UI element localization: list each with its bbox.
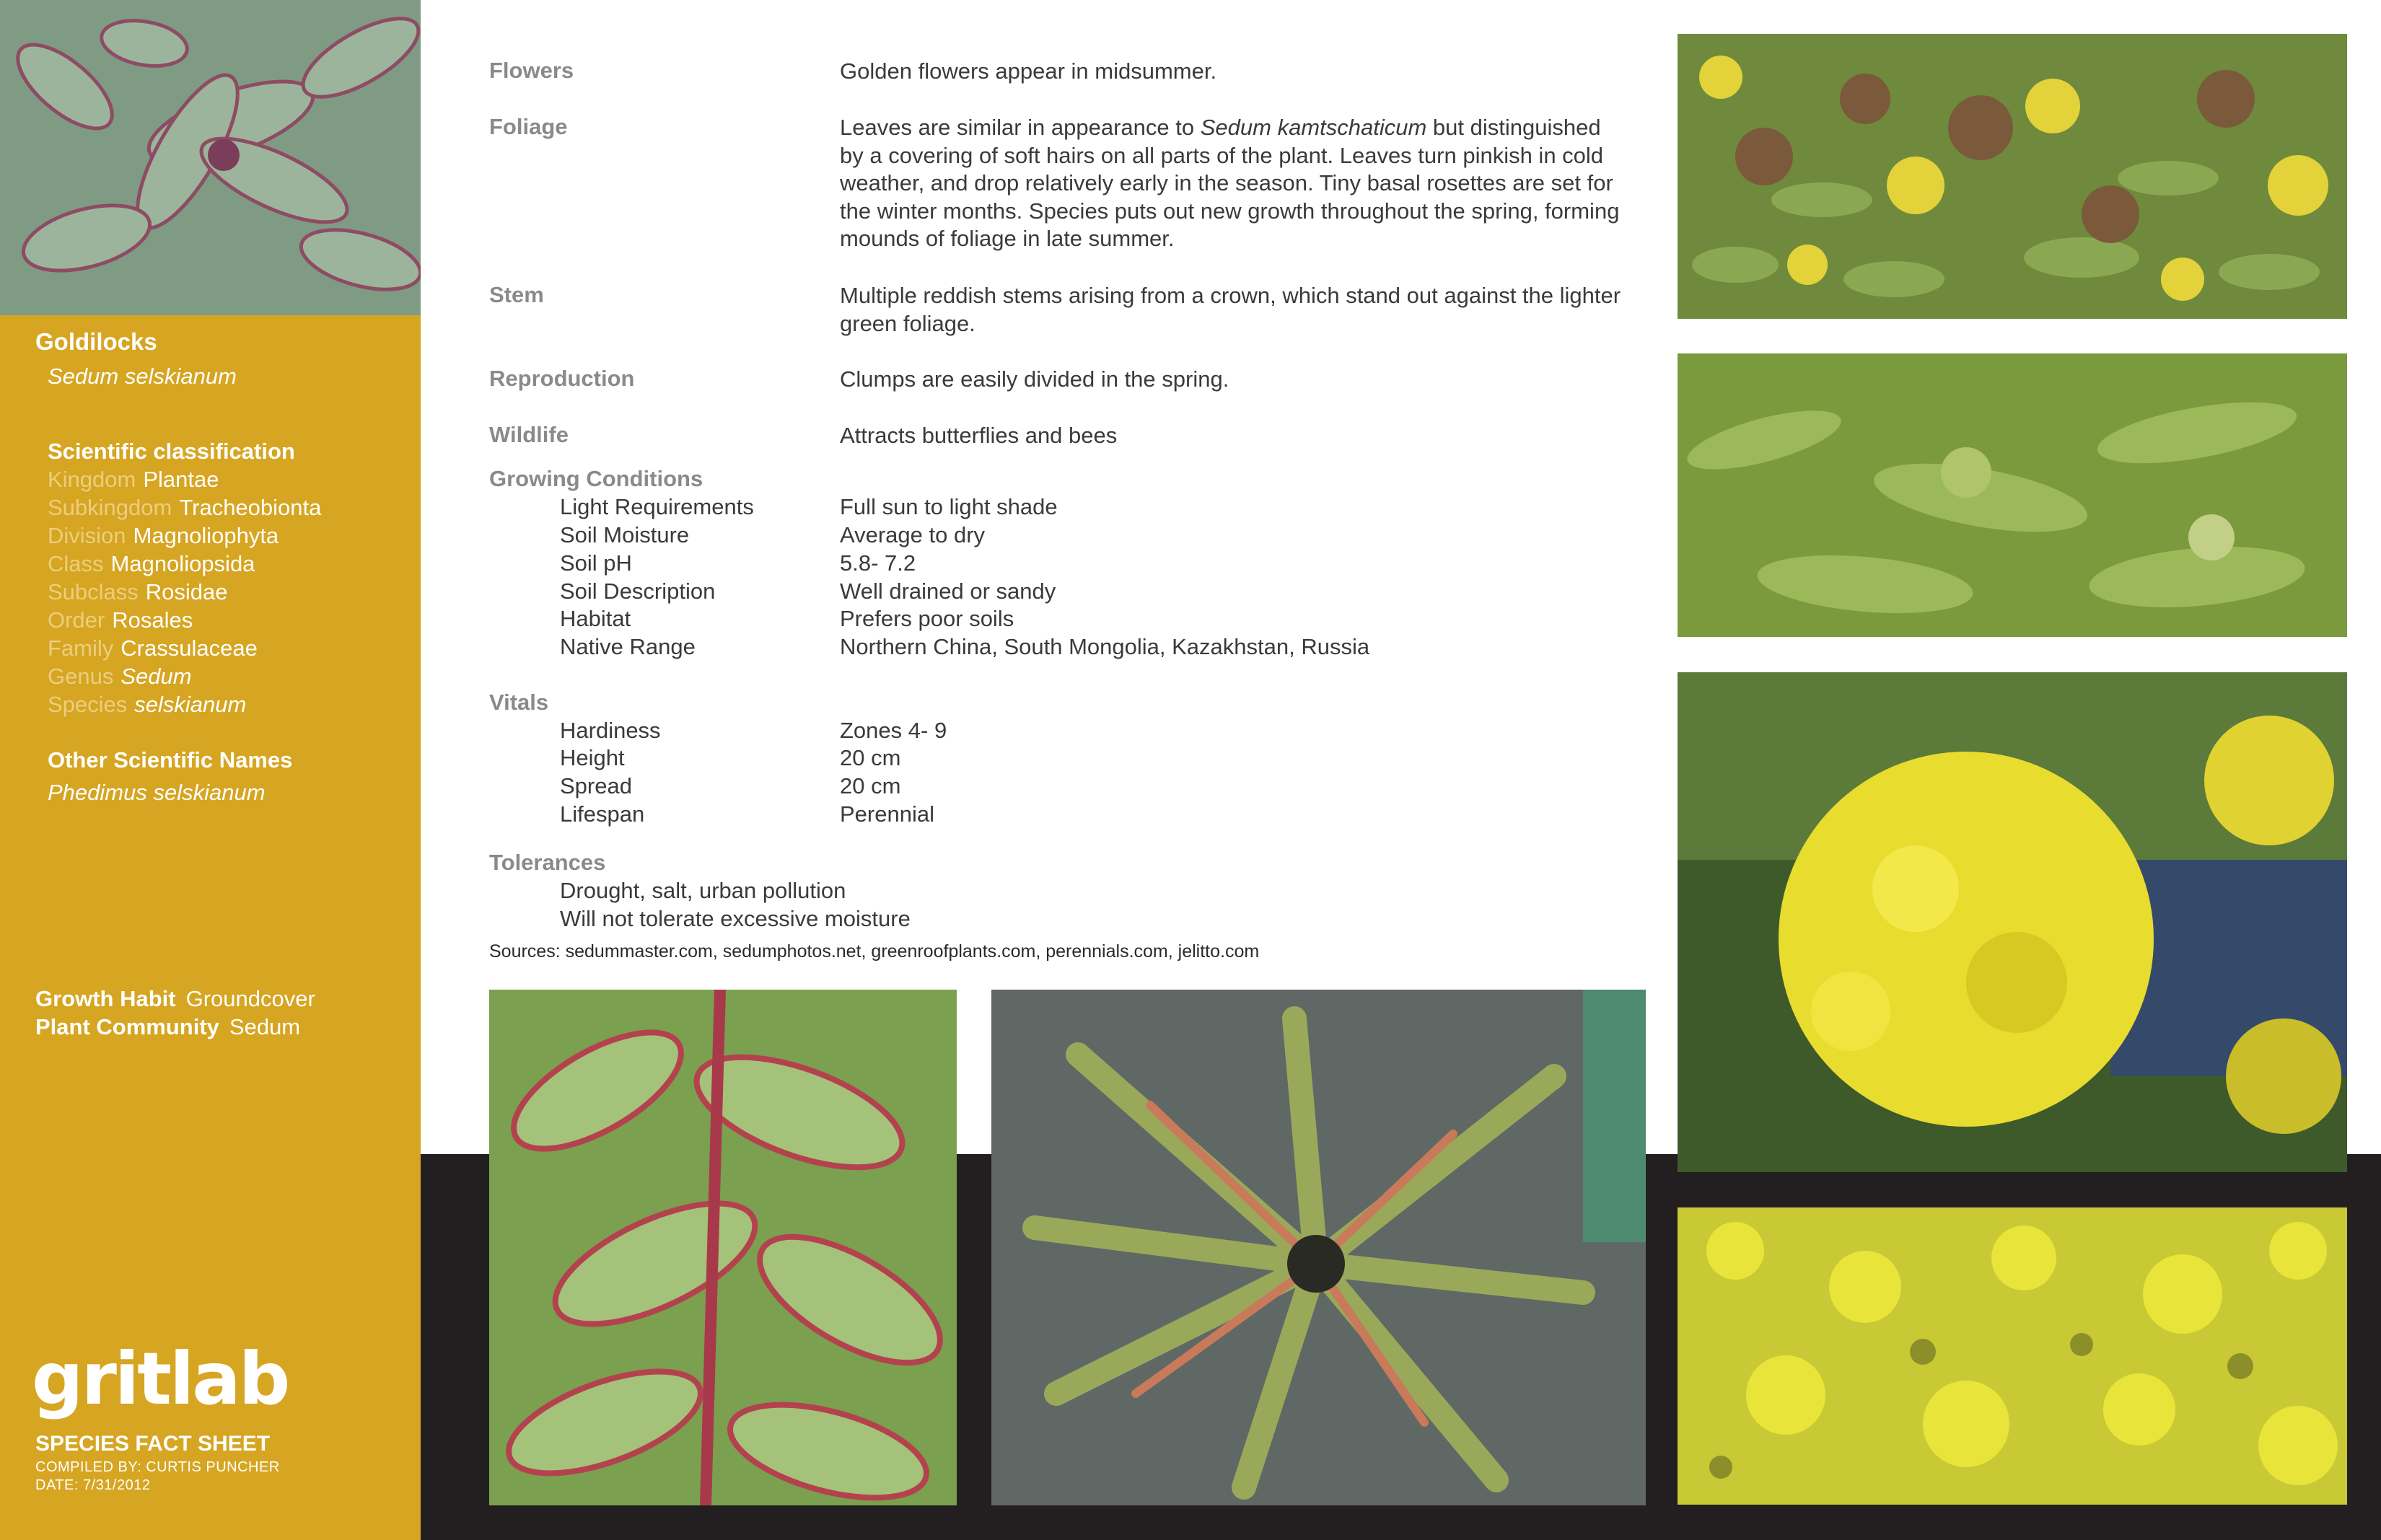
vital-value: Zones 4- 9: [840, 718, 947, 743]
classification-row: [48, 465, 321, 493]
foliage-text-1: Leaves are similar in appearance to: [840, 115, 1201, 140]
condition-value: Full sun to light shade: [840, 494, 1058, 519]
wildlife-label: Wildlife: [489, 422, 569, 447]
foliage-text-2: but distinguished by a covering of soft hairs on all parts of the plant. Leaves turn pinkish in cold weather, and drop relatively early in the season. Tiny basal rosettes are set for the winter months. Species puts out new growth throughout the spring, forming mounds of foliage in late summer.: [840, 115, 1620, 251]
flowering-clump-photo: [1678, 34, 2347, 319]
condition-label: Soil pH: [560, 550, 632, 576]
stem-value: Multiple reddish stems arising from a crown, which stand out against the lighter green foliage.: [840, 283, 1621, 336]
other-names-heading: Other Scientific Names: [48, 747, 293, 773]
habit-block: [35, 985, 315, 1041]
classification-row: [48, 690, 321, 718]
compiled-by: COMPILED BY: CURTIS PUNCHER: [35, 1459, 280, 1475]
classification-row: [48, 606, 321, 634]
rank-label: Class: [48, 551, 104, 576]
condition-label: Native Range: [560, 634, 696, 659]
wildlife-value: Attracts butterflies and bees: [840, 423, 1118, 448]
rank-value: Magnoliophyta: [133, 523, 279, 548]
vital-value: 20 cm: [840, 773, 901, 798]
classification-list: [48, 465, 321, 718]
flowers-value: Golden flowers appear in midsummer.: [840, 58, 1217, 84]
tolerance-item: Will not tolerate excessive moisture: [560, 906, 911, 931]
classification-row: [48, 522, 321, 550]
condition-value: Average to dry: [840, 522, 986, 547]
vital-value: Perennial: [840, 801, 934, 827]
rank-value: Rosidae: [145, 579, 228, 604]
classification-heading: Scientific classification: [48, 439, 295, 464]
rank-label: Species: [48, 692, 128, 717]
classification-row: [48, 493, 321, 522]
rank-value: Rosales: [112, 607, 193, 633]
reproduction-value: Clumps are easily divided in the spring.: [840, 366, 1229, 392]
growth-habit-value: Groundcover: [185, 986, 315, 1011]
foliage-label: Foliage: [489, 114, 568, 139]
red-edged-leaves-photo: [489, 990, 957, 1505]
gritlab-logo: gritlab: [32, 1337, 289, 1421]
rank-value: Magnoliopsida: [110, 551, 255, 576]
rank-label: Division: [48, 523, 126, 548]
rank-value: Plantae: [143, 467, 219, 492]
classification-row: [48, 550, 321, 578]
top-view-plant-photo: [991, 990, 1646, 1505]
sources: Sources: sedummaster.com, sedumphotos.net, greenroofplants.com, perennials.com, jelitto.com: [489, 941, 1260, 962]
vital-label: Height: [560, 745, 625, 770]
stem-label: Stem: [489, 282, 544, 307]
condition-label: Soil Moisture: [560, 522, 690, 547]
rank-value: Crassulaceae: [120, 635, 258, 661]
foliage-value: [840, 114, 1626, 253]
condition-value: 5.8- 7.2: [840, 550, 916, 576]
classification-row: [48, 662, 321, 690]
rank-label: Family: [48, 635, 114, 661]
foliage-species: Sedum kamtschaticum: [1200, 115, 1427, 140]
rank-value: Sedum: [120, 664, 192, 689]
rank-value: Tracheobionta: [179, 495, 322, 520]
condition-value: Prefers poor soils: [840, 606, 1014, 631]
vital-value: 20 cm: [840, 745, 901, 770]
plant-community-value: Sedum: [229, 1014, 301, 1039]
vital-label: Lifespan: [560, 801, 645, 827]
tolerance-item: Drought, salt, urban pollution: [560, 878, 846, 903]
classification-row: [48, 634, 321, 662]
growing-conditions-label: Growing Conditions: [489, 466, 703, 491]
reproduction-label: Reproduction: [489, 366, 635, 391]
rank-label: Subclass: [48, 579, 139, 604]
latin-name: Sedum selskianum: [48, 364, 237, 389]
plant-community-row: [35, 1013, 315, 1041]
footer-title: SPECIES FACT SHEET: [35, 1432, 271, 1456]
rank-label: Genus: [48, 664, 114, 689]
growth-habit-row: [35, 985, 315, 1013]
foliage-closeup-photo: [1678, 353, 2347, 637]
rank-label: Kingdom: [48, 467, 136, 492]
tolerances-label: Tolerances: [489, 850, 606, 875]
flowers-label: Flowers: [489, 58, 574, 83]
common-name: Goldilocks: [35, 328, 157, 355]
rosette-photo: [0, 0, 421, 315]
date: DATE: 7/31/2012: [35, 1477, 151, 1493]
flower-cluster-photo: [1678, 672, 2347, 1172]
rank-label: Subkingdom: [48, 495, 172, 520]
classification-row: [48, 578, 321, 606]
condition-label: Light Requirements: [560, 494, 754, 519]
condition-value: Well drained or sandy: [840, 578, 1056, 604]
vital-label: Spread: [560, 773, 632, 798]
vitals-label: Vitals: [489, 690, 549, 715]
plant-community-label: Plant Community: [35, 1014, 219, 1039]
vital-label: Hardiness: [560, 718, 661, 743]
rank-value: selskianum: [134, 692, 247, 717]
other-names: Phedimus selskianum: [48, 780, 266, 805]
condition-label: Habitat: [560, 606, 631, 631]
condition-label: Soil Description: [560, 578, 716, 604]
condition-value: Northern China, South Mongolia, Kazakhstan, Russia: [840, 634, 1370, 659]
groundcover-bloom-photo: [1678, 1207, 2347, 1505]
growth-habit-label: Growth Habit: [35, 986, 176, 1011]
rank-label: Order: [48, 607, 105, 633]
